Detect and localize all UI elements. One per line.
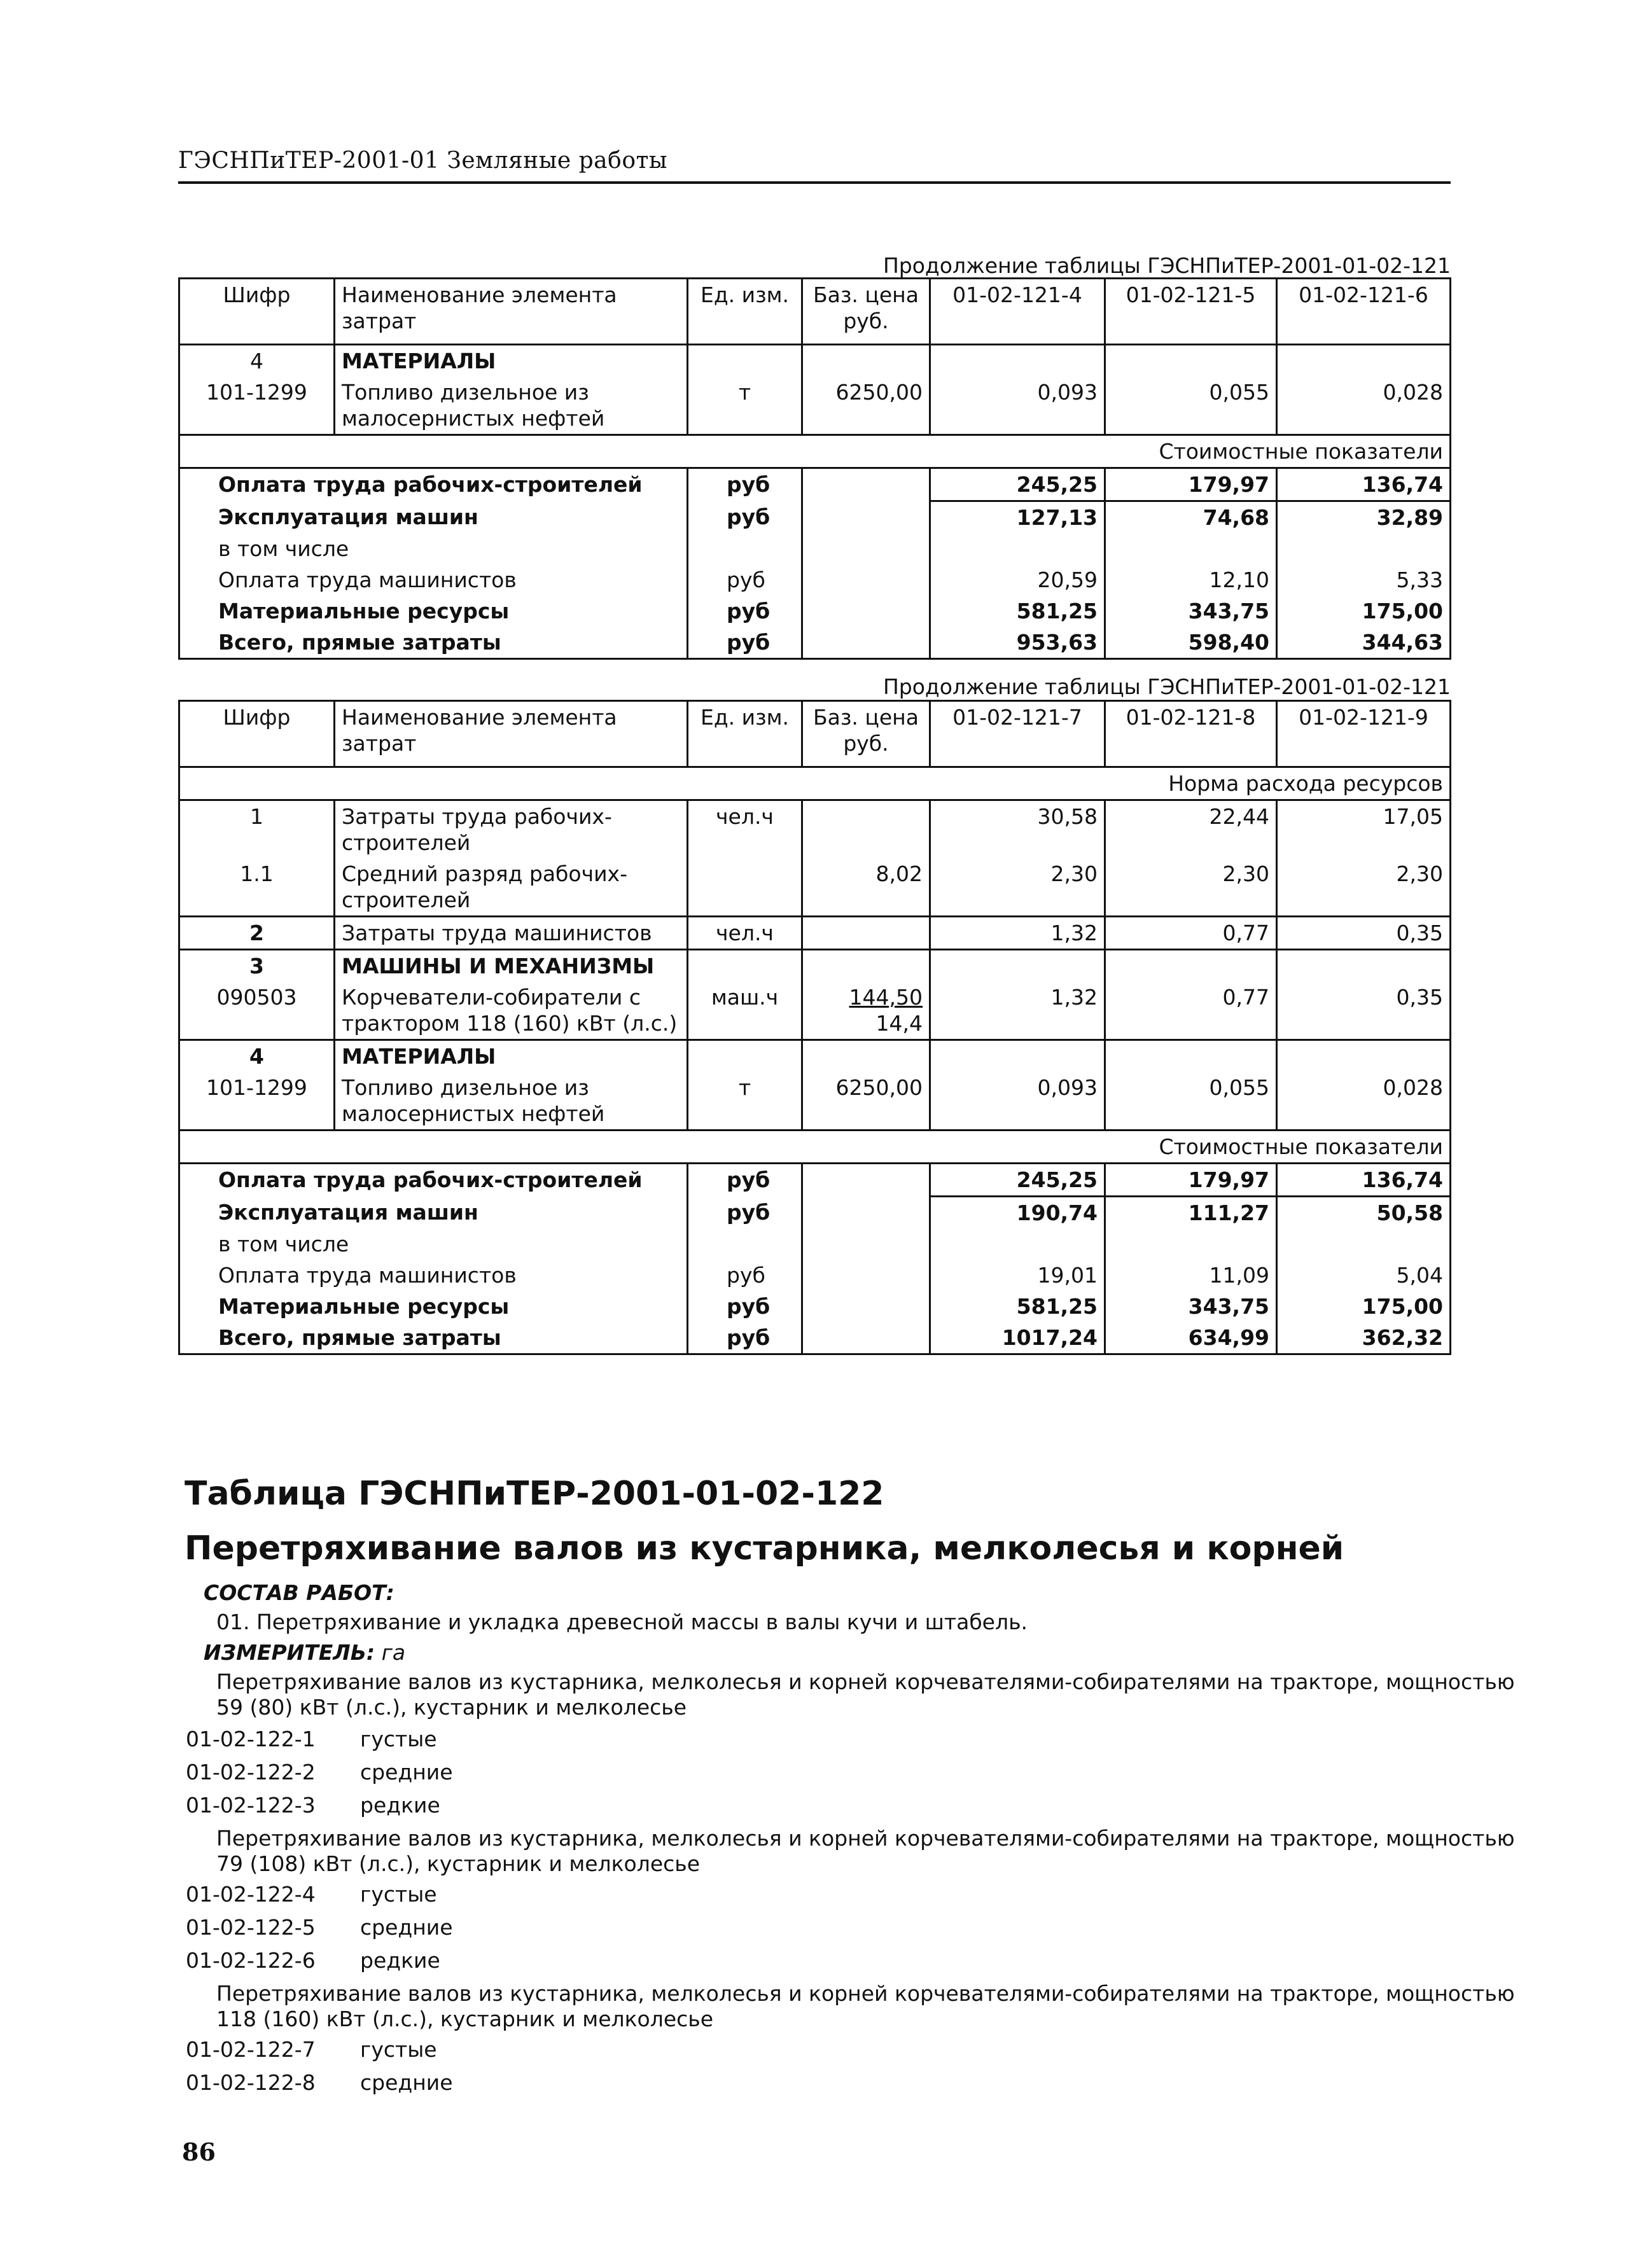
item-description: средние (360, 1915, 453, 1940)
price-numerator: 144,50 (849, 985, 923, 1010)
item-code: 01-02-122-5 (186, 1915, 316, 1940)
table-row (179, 533, 1451, 564)
cost-value: 175,00 (1277, 595, 1451, 627)
header-price: Баз. цена руб. (802, 701, 930, 767)
header-col1: 01-02-121-7 (930, 701, 1105, 767)
cell-unit: т (688, 1072, 802, 1131)
cost-value: 953,63 (930, 627, 1105, 659)
cost-value: 127,13 (930, 501, 1105, 534)
cost-unit: руб (688, 468, 802, 501)
item-description: редкие (360, 1948, 440, 1973)
table-row (179, 564, 1451, 595)
cost-name: Материальные ресурсы (179, 595, 688, 627)
header-unit: Ед. изм. (688, 279, 802, 345)
item-code: 01-02-122-8 (186, 2070, 316, 2095)
section-title: МАШИНЫ И МЕХАНИЗМЫ (335, 950, 688, 982)
cell-price: 6250,00 (802, 377, 930, 435)
table-row (179, 1040, 1451, 1073)
cost-value: 179,97 (1105, 1164, 1277, 1197)
cost-name: Оплата труда рабочих-строителей (179, 468, 688, 501)
cost-value: 343,75 (1105, 595, 1277, 627)
cell-name: Корчеватели-собиратели с трактором 118 (160) кВт (л.с.) (335, 982, 688, 1040)
cost-value: 1017,24 (930, 1322, 1105, 1354)
header-col3: 01-02-121-6 (1277, 279, 1451, 345)
cell-value: 0,77 (1105, 982, 1277, 1040)
table1 (178, 277, 1451, 660)
cost-name: Материальные ресурсы (179, 1291, 688, 1322)
header-code: Шифр (179, 279, 335, 345)
cost-value: 20,59 (930, 564, 1105, 595)
group-description-line1: Перетряхивание валов из кустарника, мелколесья и корней корчевателями-собирателями на тракторе, мощностью (216, 1669, 1515, 1694)
cost-name: Всего, прямые затраты (179, 1322, 688, 1354)
table-row (179, 1291, 1451, 1322)
group-description-line1: Перетряхивание валов из кустарника, мелколесья и корней корчевателями-собирателями на тракторе, мощностью (216, 1981, 1515, 2006)
cost-value: 5,33 (1277, 564, 1451, 595)
cost-name: Всего, прямые затраты (179, 627, 688, 659)
group-description-line2: 59 (80) кВт (л.с.), кустарник и мелколесье (216, 1695, 687, 1720)
cell-name: Затраты труда машинистов (335, 917, 688, 950)
cell-code: 101-1299 (179, 1072, 335, 1131)
header-name: Наименование элемента затрат (335, 279, 688, 345)
cell-unit: маш.ч (688, 982, 802, 1040)
cost-band-label: Стоимостные показатели (179, 435, 1451, 468)
table1-header-row (179, 279, 1451, 345)
item-description: густые (360, 2037, 437, 2062)
cost-unit: руб (688, 1322, 802, 1354)
cell-value: 1,32 (930, 982, 1105, 1040)
cost-unit: руб (688, 1260, 802, 1291)
cell-value: 1,32 (930, 917, 1105, 950)
item-code: 01-02-122-6 (186, 1948, 316, 1973)
cell-price (802, 982, 930, 1040)
cost-name: в том числе (179, 533, 688, 564)
cost-value: 12,10 (1105, 564, 1277, 595)
cost-name: в том числе (179, 1228, 688, 1260)
table-row (179, 1228, 1451, 1260)
cell-unit: чел.ч (688, 800, 802, 859)
cell-name: Затраты труда рабочих-строителей (335, 800, 688, 859)
table-row (179, 800, 1451, 859)
cost-unit: руб (688, 595, 802, 627)
header-col2: 01-02-121-5 (1105, 279, 1277, 345)
cost-name: Эксплуатация машин (179, 1197, 688, 1229)
table-row (179, 377, 1451, 435)
running-header: ГЭСНПиТЕР-2001-01 Земляные работы (178, 148, 668, 174)
cost-value: 136,74 (1277, 468, 1451, 501)
group-description-line1: Перетряхивание валов из кустарника, мелколесья и корней корчевателями-собирателями на тракторе, мощностью (216, 1826, 1515, 1851)
table-row (179, 917, 1451, 950)
cost-unit: руб (688, 1291, 802, 1322)
cost-value: 111,27 (1105, 1197, 1277, 1229)
header-rule (178, 181, 1451, 184)
cost-unit: руб (688, 627, 802, 659)
cost-value: 598,40 (1105, 627, 1277, 659)
cell-price: 8,02 (802, 858, 930, 917)
section-number: 4 (179, 345, 335, 377)
cost-value: 190,74 (930, 1197, 1105, 1229)
cost-band-row (179, 435, 1451, 468)
cost-value: 19,01 (930, 1260, 1105, 1291)
cell-value: 22,44 (1105, 800, 1277, 859)
cost-band-label: Стоимостные показатели (179, 1131, 1451, 1164)
item-code: 01-02-122-4 (186, 1882, 316, 1907)
cell-value: 0,77 (1105, 917, 1277, 950)
cell-name: Топливо дизельное из малосернистых нефтей (335, 1072, 688, 1131)
cell-code: 090503 (179, 982, 335, 1040)
item-description: средние (360, 2070, 453, 2095)
cell-unit: т (688, 377, 802, 435)
header-price: Баз. цена руб. (802, 279, 930, 345)
table2-header-row (179, 701, 1451, 767)
cell-value: 2,30 (1105, 858, 1277, 917)
cost-band-row (179, 1131, 1451, 1164)
cell-value: 30,58 (930, 800, 1105, 859)
table-row (179, 1197, 1451, 1229)
cell-code: 2 (179, 917, 335, 950)
work-composition-item: 01. Перетряхивание и укладка древесной массы в валы кучи и штабель. (216, 1610, 1028, 1634)
table-row (179, 1164, 1451, 1197)
page-number: 86 (182, 2138, 216, 2166)
meter-line (204, 1640, 405, 1665)
cell-name: Топливо дизельное из малосернистых нефтей (335, 377, 688, 435)
cell-value: 0,028 (1277, 1072, 1451, 1131)
item-description: средние (360, 1760, 453, 1784)
cost-value: 175,00 (1277, 1291, 1451, 1322)
cell-value: 0,028 (1277, 377, 1451, 435)
cost-name: Оплата труда машинистов (179, 564, 688, 595)
table-subtitle: Перетряхивание валов из кустарника, мелколесья и корней (185, 1529, 1344, 1568)
cost-value: 343,75 (1105, 1291, 1277, 1322)
cost-name: Эксплуатация машин (179, 501, 688, 534)
table-row (179, 1322, 1451, 1354)
table-row (179, 950, 1451, 982)
item-code: 01-02-122-3 (186, 1793, 316, 1818)
cell-code: 1 (179, 800, 335, 859)
header-unit: Ед. изм. (688, 701, 802, 767)
norm-band-row (179, 767, 1451, 800)
cost-value: 74,68 (1105, 501, 1277, 534)
cell-price: 6250,00 (802, 1072, 930, 1131)
table-row (179, 982, 1451, 1040)
section-title: МАТЕРИАЛЫ (335, 345, 688, 377)
cost-value: 344,63 (1277, 627, 1451, 659)
price-denominator: 14,4 (875, 1011, 923, 1036)
cell-value: 2,30 (930, 858, 1105, 917)
table2 (178, 700, 1451, 1355)
cell-value: 0,35 (1277, 917, 1451, 950)
cell-value: 0,055 (1105, 1072, 1277, 1131)
meter-value: га (381, 1640, 406, 1665)
cost-value: 5,04 (1277, 1260, 1451, 1291)
meter-label: ИЗМЕРИТЕЛЬ: (204, 1640, 375, 1665)
cell-value: 0,055 (1105, 377, 1277, 435)
cost-value: 581,25 (930, 1291, 1105, 1322)
cell-value: 2,30 (1277, 858, 1451, 917)
table-row (179, 468, 1451, 501)
table-row (179, 1072, 1451, 1131)
cost-name: Оплата труда рабочих-строителей (179, 1164, 688, 1197)
cost-unit: руб (688, 501, 802, 534)
section-number: 4 (179, 1040, 335, 1073)
norm-band-label: Норма расхода ресурсов (179, 767, 1451, 800)
cell-code: 1.1 (179, 858, 335, 917)
cell-name: Средний разряд рабочих-строителей (335, 858, 688, 917)
table-row (179, 627, 1451, 659)
cost-value: 11,09 (1105, 1260, 1277, 1291)
group-description-line2: 118 (160) кВт (л.с.), кустарник и мелколесье (216, 2007, 714, 2031)
cost-name: Оплата труда машинистов (179, 1260, 688, 1291)
cell-value: 0,093 (930, 1072, 1105, 1131)
section-number: 3 (179, 950, 335, 982)
item-code: 01-02-122-7 (186, 2037, 316, 2062)
cost-value: 362,32 (1277, 1322, 1451, 1354)
table-title: Таблица ГЭСНПиТЕР-2001-01-02-122 (185, 1475, 884, 1513)
table1-continuation-caption: Продолжение таблицы ГЭСНПиТЕР-2001-01-02-121 (882, 253, 1451, 278)
table-row (179, 1260, 1451, 1291)
header-name: Наименование элемента затрат (335, 701, 688, 767)
cell-value: 17,05 (1277, 800, 1451, 859)
header-col1: 01-02-121-4 (930, 279, 1105, 345)
cell-code: 101-1299 (179, 377, 335, 435)
cost-value: 634,99 (1105, 1322, 1277, 1354)
cost-unit: руб (688, 1197, 802, 1229)
item-code: 01-02-122-1 (186, 1727, 316, 1751)
cost-value: 581,25 (930, 595, 1105, 627)
table-row (179, 345, 1451, 377)
table-row (179, 595, 1451, 627)
cell-value: 0,093 (930, 377, 1105, 435)
cost-unit: руб (688, 564, 802, 595)
table-row (179, 858, 1451, 917)
work-composition-label: СОСТАВ РАБОТ: (204, 1580, 394, 1605)
section-title: МАТЕРИАЛЫ (335, 1040, 688, 1073)
cost-value: 245,25 (930, 468, 1105, 501)
cost-value: 50,58 (1277, 1197, 1451, 1229)
item-description: густые (360, 1727, 437, 1751)
header-col3: 01-02-121-9 (1277, 701, 1451, 767)
item-description: редкие (360, 1793, 440, 1818)
cost-value: 136,74 (1277, 1164, 1451, 1197)
cost-value: 32,89 (1277, 501, 1451, 534)
table-row (179, 501, 1451, 534)
header-col2: 01-02-121-8 (1105, 701, 1277, 767)
header-code: Шифр (179, 701, 335, 767)
cost-value: 245,25 (930, 1164, 1105, 1197)
cell-value: 0,35 (1277, 982, 1451, 1040)
group-description-line2: 79 (108) кВт (л.с.), кустарник и мелколесье (216, 1851, 701, 1876)
table2-continuation-caption: Продолжение таблицы ГЭСНПиТЕР-2001-01-02-121 (882, 674, 1451, 699)
item-code: 01-02-122-2 (186, 1760, 316, 1784)
cost-value: 179,97 (1105, 468, 1277, 501)
cost-unit: руб (688, 1164, 802, 1197)
cell-unit: чел.ч (688, 917, 802, 950)
item-description: густые (360, 1882, 437, 1907)
